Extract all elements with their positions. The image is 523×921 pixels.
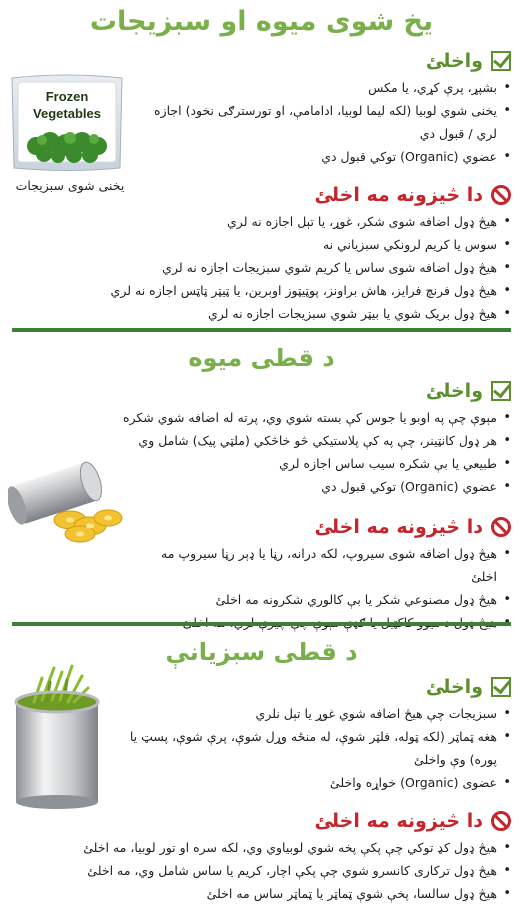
list-item: • هر ډول کانټینر، چې په کې پلاستیکي څو خاڅکي (ملټي پیک) شامل وي	[13, 429, 513, 452]
checkbox-checked-icon	[491, 381, 511, 401]
list-item: • هیڅ ډول بریک شوي یا بیټر شوي سبزیجات اجازه نه لري	[13, 302, 513, 325]
list-item: • هیڅ ډول سالسا، پخې شوې ټماټر یا ټماټر ساس مه اخلئ	[13, 882, 513, 905]
package-label-line-2: Vegetables	[33, 106, 101, 121]
prohibited-icon	[491, 811, 511, 831]
section-divider	[12, 328, 511, 332]
prohibited-icon	[491, 517, 511, 537]
veg-avoid-heading	[314, 810, 511, 832]
veg-include-heading	[426, 676, 511, 698]
list-item: • سبزیجات چې هیڅ اضافه شوي غوړ یا تېل نلري	[125, 702, 513, 725]
list-item: • هیڅ ډول فرنچ فرایز، هاش براونز، پوټیټوز اوبرین، یا ټیټر ټاټس اجازه نه لري	[13, 279, 513, 302]
list-item: • هیڅ ډول اضافه شوی سیروپ، لکه درانه، رڼا یا ډېر رڼا سیروپ مه اخلئ	[133, 542, 513, 588]
fruit-section-title: د قطی میوه	[188, 344, 335, 372]
fruit-avoid-heading	[314, 516, 511, 538]
list-item: • هیڅ ډول کډ توکي چې پکې پخه شوي لوبیاوي وي، لکه سره او تور لوبیا، مه اخلئ	[13, 836, 513, 859]
fruit-include-heading	[426, 380, 511, 402]
veg-include-heading-text: واخلئ	[425, 676, 483, 698]
canned-pineapple-image	[8, 460, 128, 546]
frozen-include-heading-text: واخلئ	[425, 50, 483, 72]
canned-green-beans-image	[12, 662, 102, 810]
page-title: یخ شوی میوه او سبزیجات	[89, 6, 434, 37]
list-item: • هغه ټماټر (لکه ټوله، فلټر شوې، له منځه وړل شوې، پرې شوې، پسټ یا پوره) وې واخلئ	[125, 725, 513, 771]
veg-avoid-list	[13, 836, 513, 905]
section-divider	[12, 622, 511, 626]
frozen-image-caption: یخنی شوی سبزیجات	[15, 178, 125, 193]
list-item: • یخنی شوي لوبیا (لکه لیما لوبیا، ادامامې، او تورسترګی نخود) اجازه لري / قبول دي	[143, 99, 513, 145]
list-item: • هیڅ ډول اضافه شوی شکر، غوړ، یا تېل اجازه نه لري	[13, 210, 513, 233]
list-item: • هیڅ ډول اضافه شوی ساس یا کریم شوي سبزیجات اجازه نه لري	[13, 256, 513, 279]
list-item: • هیڅ ډول مصنوعي شکر یا بې کالوري شکرونه مه اخلئ	[133, 588, 513, 611]
fruit-include-heading-text: واخلئ	[425, 380, 483, 402]
fruit-avoid-list	[133, 542, 513, 634]
list-item: • عضوي (Organic) توکي قبول دي	[143, 145, 513, 168]
frozen-vegetables-package-image	[8, 72, 126, 174]
list-item: • بشپړ، پرې کړي، یا مکس	[143, 76, 513, 99]
checkbox-checked-icon	[491, 51, 511, 71]
checkbox-checked-icon	[491, 677, 511, 697]
fruit-avoid-heading-text: دا څیزونه مه اخلئ	[314, 516, 483, 538]
veg-include-list	[125, 702, 513, 794]
list-item: • هیڅ ډول ترکاری کانسرو شوي چې پکې اچار، کریم یا ساس شامل وي، مه اخلئ	[13, 859, 513, 882]
list-item: • سوس یا کریم لرونکي سبزیاني نه	[13, 233, 513, 256]
frozen-avoid-heading-text: دا څیزونه مه اخلئ	[314, 184, 483, 206]
package-label-line-1: Frozen	[45, 89, 89, 104]
veg-avoid-heading-text: دا څیزونه مه اخلئ	[314, 810, 483, 832]
list-item: • طبیعي یا بې شکره سیب ساس اجازه لري	[13, 452, 513, 475]
frozen-avoid-heading	[314, 184, 511, 206]
veg-section-title: د قطی سبزیانې	[165, 638, 358, 666]
list-item: • عضوي (Organic) توکي قبول دي	[13, 475, 513, 498]
list-item: • مېوې چې په اوبو یا جوس کې بسته شوي وي، پرته له اضافه شوي شکره	[13, 406, 513, 429]
list-item: • عضوی (Organic) خواړه واخلئ	[125, 771, 513, 794]
frozen-avoid-list	[13, 210, 513, 325]
frozen-include-list	[143, 76, 513, 168]
prohibited-icon	[491, 185, 511, 205]
frozen-include-heading	[426, 50, 511, 72]
